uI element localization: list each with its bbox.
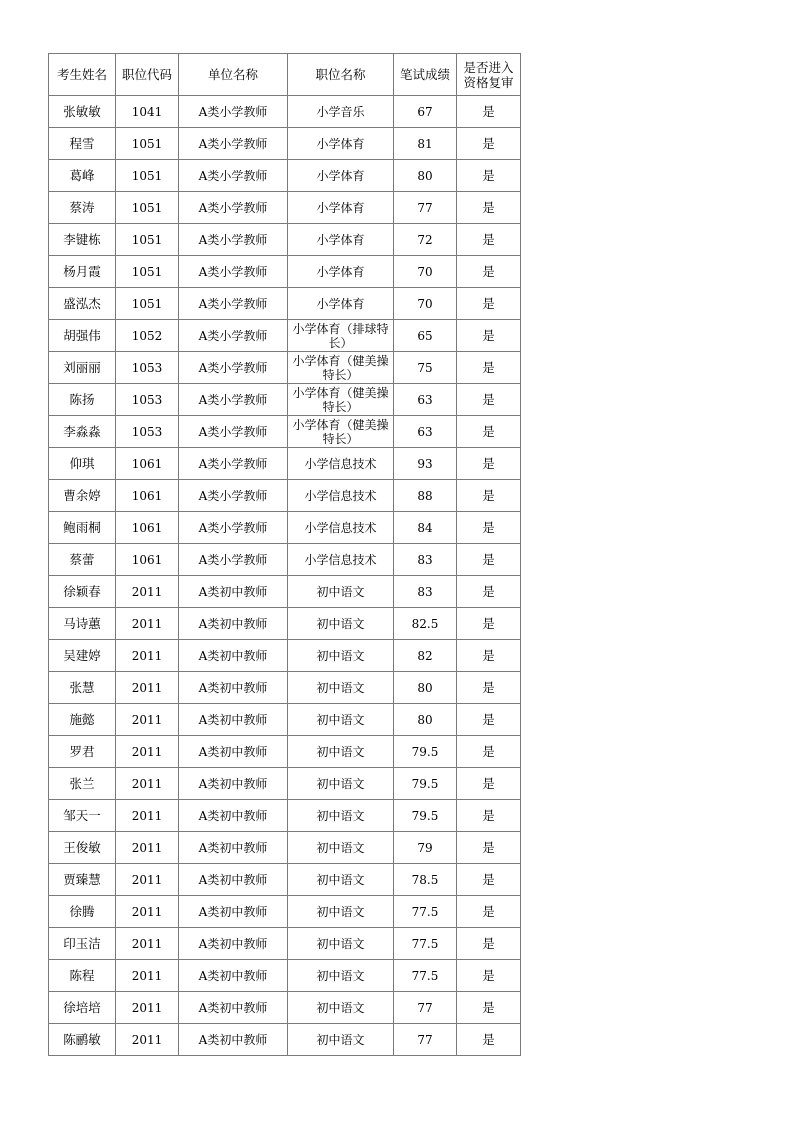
table-row [49, 160, 521, 192]
cell-pass: 是 [457, 608, 521, 640]
table-row [49, 256, 521, 288]
cell-position: 初中语文 [288, 1024, 394, 1056]
cell-unit: A类初中教师 [179, 928, 288, 960]
cell-code: 1051 [116, 224, 179, 256]
cell-score: 63 [394, 384, 457, 416]
cell-unit: A类初中教师 [179, 768, 288, 800]
table-row [49, 864, 521, 896]
cell-pass: 是 [457, 832, 521, 864]
cell-unit: A类小学教师 [179, 320, 288, 352]
cell-name: 张慧 [49, 672, 116, 704]
cell-code: 1051 [116, 160, 179, 192]
cell-name: 胡强伟 [49, 320, 116, 352]
cell-score: 67 [394, 96, 457, 128]
table-row [49, 352, 521, 384]
cell-score: 81 [394, 128, 457, 160]
cell-code: 2011 [116, 960, 179, 992]
cell-score: 80 [394, 160, 457, 192]
cell-position: 初中语文 [288, 736, 394, 768]
table-row [49, 896, 521, 928]
cell-position: 初中语文 [288, 960, 394, 992]
table-row [49, 192, 521, 224]
cell-name: 贾臻慧 [49, 864, 116, 896]
cell-code: 2011 [116, 576, 179, 608]
cell-pass: 是 [457, 448, 521, 480]
table-row [49, 544, 521, 576]
cell-code: 1061 [116, 480, 179, 512]
cell-position: 初中语文 [288, 704, 394, 736]
cell-name: 蔡涛 [49, 192, 116, 224]
cell-name: 施懿 [49, 704, 116, 736]
cell-code: 2011 [116, 704, 179, 736]
cell-score: 82.5 [394, 608, 457, 640]
cell-score: 82 [394, 640, 457, 672]
cell-score: 79 [394, 832, 457, 864]
cell-position: 小学体育 [288, 288, 394, 320]
cell-score: 83 [394, 576, 457, 608]
results-table [48, 53, 521, 1056]
cell-name: 鲍雨桐 [49, 512, 116, 544]
cell-name: 邹天一 [49, 800, 116, 832]
cell-name: 李淼淼 [49, 416, 116, 448]
cell-position: 小学信息技术 [288, 512, 394, 544]
cell-pass: 是 [457, 928, 521, 960]
cell-unit: A类小学教师 [179, 352, 288, 384]
cell-pass: 是 [457, 736, 521, 768]
cell-pass: 是 [457, 576, 521, 608]
cell-code: 2011 [116, 640, 179, 672]
cell-code: 2011 [116, 672, 179, 704]
cell-pass: 是 [457, 320, 521, 352]
cell-position: 初中语文 [288, 800, 394, 832]
cell-code: 1051 [116, 192, 179, 224]
cell-unit: A类小学教师 [179, 512, 288, 544]
header-pass: 是否进入资格复审 [457, 54, 521, 96]
cell-unit: A类小学教师 [179, 224, 288, 256]
table-row [49, 800, 521, 832]
cell-position: 初中语文 [288, 768, 394, 800]
cell-pass: 是 [457, 800, 521, 832]
cell-pass: 是 [457, 1024, 521, 1056]
header-position: 职位名称 [288, 54, 394, 96]
table-row [49, 416, 521, 448]
cell-code: 1053 [116, 416, 179, 448]
table-row [49, 928, 521, 960]
table-row [49, 128, 521, 160]
cell-pass: 是 [457, 480, 521, 512]
cell-position: 小学体育 [288, 160, 394, 192]
cell-score: 65 [394, 320, 457, 352]
cell-name: 王俊敏 [49, 832, 116, 864]
cell-pass: 是 [457, 640, 521, 672]
cell-score: 77 [394, 1024, 457, 1056]
cell-unit: A类初中教师 [179, 576, 288, 608]
cell-unit: A类小学教师 [179, 384, 288, 416]
cell-score: 79.5 [394, 800, 457, 832]
cell-pass: 是 [457, 992, 521, 1024]
cell-pass: 是 [457, 768, 521, 800]
table-row [49, 640, 521, 672]
table-row [49, 672, 521, 704]
cell-unit: A类初中教师 [179, 960, 288, 992]
cell-position: 小学信息技术 [288, 448, 394, 480]
cell-unit: A类小学教师 [179, 192, 288, 224]
cell-name: 徐颖春 [49, 576, 116, 608]
header-code: 职位代码 [116, 54, 179, 96]
table-row [49, 224, 521, 256]
results-sheet [48, 53, 521, 1056]
cell-position: 初中语文 [288, 640, 394, 672]
cell-code: 2011 [116, 608, 179, 640]
cell-name: 陈扬 [49, 384, 116, 416]
cell-name: 张敏敏 [49, 96, 116, 128]
cell-pass: 是 [457, 960, 521, 992]
cell-pass: 是 [457, 704, 521, 736]
table-row [49, 384, 521, 416]
cell-score: 77.5 [394, 960, 457, 992]
cell-code: 1053 [116, 352, 179, 384]
header-unit: 单位名称 [179, 54, 288, 96]
cell-pass: 是 [457, 288, 521, 320]
cell-pass: 是 [457, 896, 521, 928]
cell-position: 初中语文 [288, 832, 394, 864]
cell-code: 2011 [116, 832, 179, 864]
cell-position: 初中语文 [288, 576, 394, 608]
cell-name: 盛泓杰 [49, 288, 116, 320]
cell-pass: 是 [457, 224, 521, 256]
cell-name: 徐腾 [49, 896, 116, 928]
cell-unit: A类小学教师 [179, 160, 288, 192]
cell-unit: A类小学教师 [179, 416, 288, 448]
cell-name: 葛峰 [49, 160, 116, 192]
cell-unit: A类小学教师 [179, 288, 288, 320]
cell-code: 2011 [116, 768, 179, 800]
cell-code: 2011 [116, 928, 179, 960]
cell-pass: 是 [457, 864, 521, 896]
table-body [49, 96, 521, 1056]
cell-position: 小学体育 [288, 224, 394, 256]
header-name: 考生姓名 [49, 54, 116, 96]
cell-name: 李键栋 [49, 224, 116, 256]
cell-name: 罗君 [49, 736, 116, 768]
cell-position: 初中语文 [288, 928, 394, 960]
cell-unit: A类小学教师 [179, 448, 288, 480]
cell-name: 徐培培 [49, 992, 116, 1024]
table-row [49, 448, 521, 480]
cell-name: 蔡蕾 [49, 544, 116, 576]
cell-position: 初中语文 [288, 896, 394, 928]
table-row [49, 480, 521, 512]
cell-unit: A类小学教师 [179, 96, 288, 128]
cell-unit: A类初中教师 [179, 640, 288, 672]
cell-name: 杨月霞 [49, 256, 116, 288]
cell-name: 仰琪 [49, 448, 116, 480]
table-row [49, 736, 521, 768]
cell-code: 1053 [116, 384, 179, 416]
cell-pass: 是 [457, 128, 521, 160]
cell-name: 曹余婷 [49, 480, 116, 512]
cell-unit: A类初中教师 [179, 608, 288, 640]
cell-position: 小学体育（健美操特长） [288, 384, 394, 416]
cell-score: 79.5 [394, 736, 457, 768]
table-row [49, 512, 521, 544]
cell-score: 78.5 [394, 864, 457, 896]
cell-position: 小学体育 [288, 128, 394, 160]
cell-score: 83 [394, 544, 457, 576]
cell-code: 1041 [116, 96, 179, 128]
table-header-row [49, 54, 521, 96]
cell-code: 1052 [116, 320, 179, 352]
table-row [49, 96, 521, 128]
table-row [49, 832, 521, 864]
table-row [49, 768, 521, 800]
cell-position: 小学体育（健美操特长） [288, 416, 394, 448]
cell-score: 84 [394, 512, 457, 544]
cell-score: 93 [394, 448, 457, 480]
cell-unit: A类小学教师 [179, 128, 288, 160]
cell-unit: A类初中教师 [179, 896, 288, 928]
cell-unit: A类初中教师 [179, 672, 288, 704]
cell-score: 77.5 [394, 928, 457, 960]
cell-code: 1061 [116, 512, 179, 544]
cell-position: 小学体育（健美操特长） [288, 352, 394, 384]
cell-score: 77 [394, 192, 457, 224]
cell-score: 75 [394, 352, 457, 384]
cell-pass: 是 [457, 256, 521, 288]
cell-score: 70 [394, 288, 457, 320]
cell-unit: A类初中教师 [179, 736, 288, 768]
header-score: 笔试成绩 [394, 54, 457, 96]
table-row [49, 704, 521, 736]
cell-position: 初中语文 [288, 992, 394, 1024]
cell-position: 小学体育 [288, 192, 394, 224]
cell-pass: 是 [457, 352, 521, 384]
cell-position: 初中语文 [288, 672, 394, 704]
table-row [49, 1024, 521, 1056]
cell-unit: A类初中教师 [179, 992, 288, 1024]
cell-unit: A类小学教师 [179, 256, 288, 288]
cell-unit: A类初中教师 [179, 704, 288, 736]
cell-code: 1051 [116, 128, 179, 160]
cell-code: 1051 [116, 256, 179, 288]
cell-unit: A类初中教师 [179, 832, 288, 864]
cell-pass: 是 [457, 160, 521, 192]
cell-code: 1061 [116, 544, 179, 576]
cell-name: 程雪 [49, 128, 116, 160]
cell-name: 陈鹂敏 [49, 1024, 116, 1056]
cell-name: 张兰 [49, 768, 116, 800]
cell-position: 小学音乐 [288, 96, 394, 128]
cell-pass: 是 [457, 512, 521, 544]
cell-score: 72 [394, 224, 457, 256]
table-row [49, 320, 521, 352]
cell-pass: 是 [457, 384, 521, 416]
cell-code: 1051 [116, 288, 179, 320]
cell-unit: A类小学教师 [179, 544, 288, 576]
cell-position: 小学信息技术 [288, 480, 394, 512]
cell-score: 77 [394, 992, 457, 1024]
cell-pass: 是 [457, 192, 521, 224]
cell-pass: 是 [457, 416, 521, 448]
table-row [49, 992, 521, 1024]
cell-code: 2011 [116, 896, 179, 928]
cell-code: 2011 [116, 736, 179, 768]
cell-position: 初中语文 [288, 608, 394, 640]
cell-code: 2011 [116, 864, 179, 896]
cell-name: 印玉洁 [49, 928, 116, 960]
cell-pass: 是 [457, 544, 521, 576]
cell-position: 小学体育 [288, 256, 394, 288]
table-row [49, 576, 521, 608]
cell-score: 80 [394, 672, 457, 704]
cell-pass: 是 [457, 96, 521, 128]
table-row [49, 960, 521, 992]
cell-score: 70 [394, 256, 457, 288]
cell-score: 63 [394, 416, 457, 448]
cell-code: 2011 [116, 992, 179, 1024]
cell-score: 77.5 [394, 896, 457, 928]
cell-score: 88 [394, 480, 457, 512]
cell-unit: A类初中教师 [179, 864, 288, 896]
cell-name: 吴建婷 [49, 640, 116, 672]
cell-name: 马诗蕙 [49, 608, 116, 640]
cell-name: 刘丽丽 [49, 352, 116, 384]
cell-code: 1061 [116, 448, 179, 480]
cell-unit: A类初中教师 [179, 1024, 288, 1056]
cell-code: 2011 [116, 1024, 179, 1056]
cell-code: 2011 [116, 800, 179, 832]
cell-score: 79.5 [394, 768, 457, 800]
cell-position: 小学信息技术 [288, 544, 394, 576]
cell-score: 80 [394, 704, 457, 736]
cell-pass: 是 [457, 672, 521, 704]
cell-unit: A类小学教师 [179, 480, 288, 512]
cell-unit: A类初中教师 [179, 800, 288, 832]
cell-name: 陈程 [49, 960, 116, 992]
table-row [49, 608, 521, 640]
cell-position: 初中语文 [288, 864, 394, 896]
cell-position: 小学体育（排球特长） [288, 320, 394, 352]
table-row [49, 288, 521, 320]
